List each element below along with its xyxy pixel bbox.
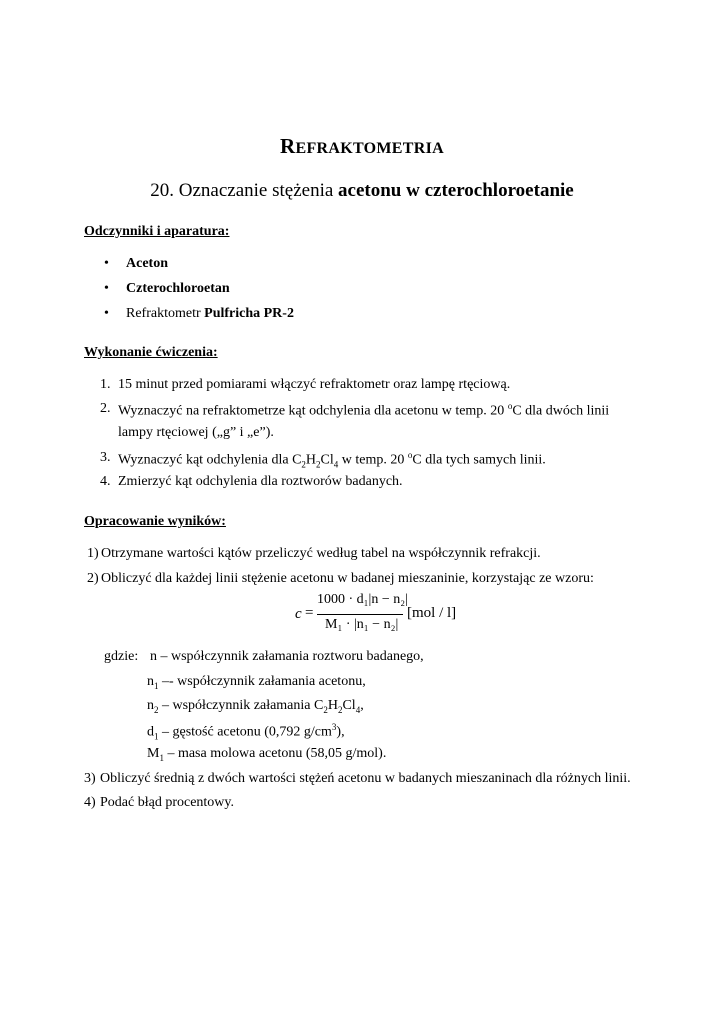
- definition-line: [147, 698, 364, 715]
- reagent-bold: Czterochloroetan: [126, 281, 230, 296]
- reagent-plain: Refraktometr: [126, 306, 201, 321]
- formula-subscript: 2: [301, 459, 306, 470]
- formula-subscript: 4: [333, 459, 339, 470]
- def-subscript: 1: [154, 680, 159, 691]
- definition-line: [147, 722, 345, 741]
- step-text: [118, 450, 546, 469]
- step-number: 1.: [100, 377, 111, 392]
- formula-numerator: 1000 · d₁|n − n₂|: [317, 592, 408, 607]
- reagent-item: [126, 306, 294, 322]
- def-symbol: n: [150, 649, 157, 664]
- step-text-part: w temp. 20: [338, 452, 408, 468]
- formula-subscript: 2: [316, 459, 321, 470]
- step-number: 2.: [100, 401, 111, 416]
- def-text: ),: [336, 724, 345, 740]
- step-text-part: Wyznaczyć kąt odchylenia dla C: [118, 452, 302, 468]
- result-number: 4): [84, 795, 96, 810]
- step-number: 4.: [100, 474, 111, 489]
- def-text: – współczynnik załamania roztworu badanego,: [157, 649, 424, 664]
- exercise-subtitle: [0, 180, 724, 202]
- results-heading: Opracowanie wyników:: [84, 514, 226, 529]
- def-text: – gęstość acetonu (0,792 g/cm: [158, 724, 332, 740]
- step-text-part: C dla tych samych linii.: [412, 452, 546, 468]
- definition-line: [150, 649, 424, 665]
- step-text-part: Wyznaczyć na refraktometrze kąt odchylenia dla acetonu w temp. 20: [118, 403, 508, 419]
- reagent-item: [126, 281, 230, 297]
- reagent-bold: Pulfricha PR-2: [200, 306, 294, 321]
- def-symbol: M: [147, 746, 160, 761]
- formula-subscript: 2: [337, 704, 343, 715]
- definition-line: [147, 746, 386, 763]
- result-text: Otrzymane wartości kątów przeliczyć według tabel na współczynnik refrakcji.: [101, 546, 541, 561]
- title-first-letter: R: [280, 134, 296, 158]
- reagent-item: [126, 256, 168, 272]
- reagent-bold: Aceton: [126, 256, 168, 271]
- result-text: Obliczyć dla każdej linii stężenie acetonu w badanej mieszaninie, korzystając ze wzoru:: [101, 571, 594, 586]
- result-text: Podać błąd procentowy.: [100, 795, 234, 810]
- step-text: Zmierzyć kąt odchylenia dla roztworów badanych.: [118, 474, 403, 489]
- subtitle-plain: 20. Oznaczanie stężenia: [150, 180, 339, 201]
- concentration-formula: [295, 592, 465, 638]
- reagents-heading: Odczynniki i aparatura:: [84, 224, 230, 239]
- step-text: 15 minut przed pomiarami włączyć refraktometr oraz lampę rtęciową.: [118, 377, 511, 392]
- formula-subscript: 4: [355, 704, 361, 715]
- where-label: gdzie:: [104, 649, 139, 664]
- result-number: 2): [87, 571, 99, 586]
- def-subscript: 1: [159, 752, 164, 763]
- def-text: – współczynnik załamania C: [158, 698, 324, 713]
- formula-subscript: 2: [323, 704, 328, 715]
- def-symbol: d: [147, 724, 154, 740]
- formula-equals: =: [305, 605, 314, 621]
- formula-part: H: [327, 698, 338, 713]
- formula-denominator: M₁ · |n₁ − n₂|: [325, 617, 399, 632]
- formula-lhs: c: [295, 606, 302, 622]
- procedure-heading: Wykonanie ćwiczenia:: [84, 345, 218, 360]
- def-subscript: 2: [154, 704, 159, 715]
- formula-part: ,: [360, 698, 364, 713]
- definition-line: [147, 674, 366, 691]
- subtitle-bold: acetonu w czterochloroetanie: [338, 180, 574, 201]
- step-text-line2: lampy rtęciowej („g” i „e”).: [118, 425, 274, 440]
- formula-unit: [mol / l]: [407, 605, 457, 621]
- def-text: –- współczynnik załamania acetonu,: [158, 674, 366, 689]
- def-superscript: 3: [331, 722, 337, 732]
- step-number: 3.: [100, 450, 111, 465]
- def-symbol: n: [147, 698, 154, 713]
- title-rest: EFRAKTOMETRIA: [295, 140, 444, 157]
- page-title: [0, 134, 724, 159]
- degree-superscript: o: [407, 450, 413, 460]
- fraction-bar: [317, 614, 403, 615]
- def-symbol: n: [147, 674, 154, 689]
- degree-superscript: o: [507, 401, 513, 411]
- step-text: [118, 401, 609, 420]
- formula-part: Cl: [320, 452, 334, 468]
- formula-part: Cl: [342, 698, 356, 713]
- def-subscript: 1: [154, 731, 159, 742]
- step-text-part: C dla dwóch linii: [512, 403, 610, 419]
- bullet-icon: •: [104, 306, 109, 321]
- result-text: Obliczyć średnią z dwóch wartości stężeń acetonu w badanych mieszaninach dla różnych linii.: [100, 771, 631, 786]
- bullet-icon: •: [104, 281, 109, 296]
- result-number: 3): [84, 771, 96, 786]
- result-number: 1): [87, 546, 99, 561]
- bullet-icon: •: [104, 256, 109, 271]
- def-text: – masa molowa acetonu (58,05 g/mol).: [163, 746, 387, 761]
- formula-part: H: [305, 452, 317, 468]
